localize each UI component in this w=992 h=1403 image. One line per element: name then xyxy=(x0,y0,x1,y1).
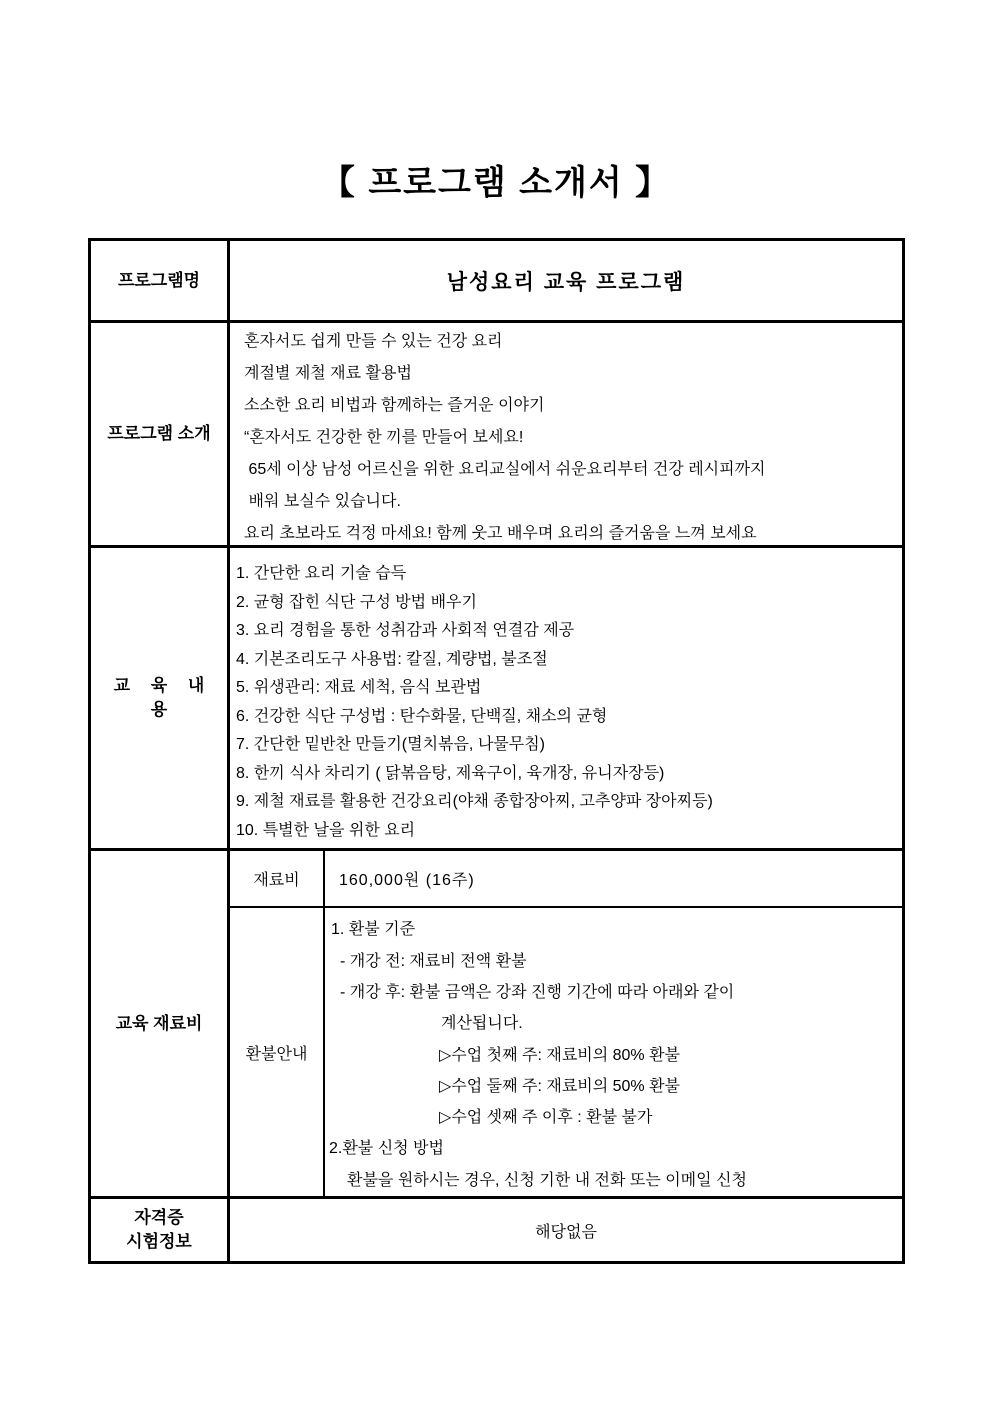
intro-line: 계절별 제철 재료 활용법 xyxy=(244,365,412,382)
row-program-intro xyxy=(91,323,902,548)
curriculum-item: 6. 건강한 식단 구성법 : 탄수화물, 단백질, 채소의 균형 xyxy=(236,707,608,725)
row-program-name xyxy=(91,241,902,323)
subrow-refund xyxy=(230,908,902,1196)
certificate-label-line1: 자격증 xyxy=(134,1208,184,1227)
refund-line: 1. 환불 기준 xyxy=(331,921,416,939)
refund-text xyxy=(325,908,902,1196)
refund-label: 환불안내 xyxy=(230,908,325,1196)
refund-line: 계산됩니다. xyxy=(441,1015,523,1033)
program-name-label: 프로그램명 xyxy=(91,241,230,320)
certificate-label xyxy=(91,1199,230,1261)
fee-label: 재료비 xyxy=(230,851,325,906)
page-title: 【 프로그램 소개서 】 xyxy=(320,164,672,202)
intro-line: 혼자서도 쉽게 만들 수 있는 건강 요리 xyxy=(244,333,503,350)
intro-line: 배워 보실수 있습니다. xyxy=(244,493,401,510)
program-intro-text xyxy=(230,323,902,545)
curriculum-item: 4. 기본조리도구 사용법: 칼질, 계량법, 불조절 xyxy=(236,650,548,668)
fee-value: 160,000원 (16주) xyxy=(339,872,475,890)
refund-line: 2.환불 신청 방법 xyxy=(329,1140,444,1158)
row-material-fee xyxy=(91,851,902,1199)
program-name-value: 남성요리 교육 프로그램 xyxy=(446,270,686,294)
curriculum-item: 8. 한끼 식사 차리기 ( 닭볶음탕, 제육구이, 육개장, 유니자장등) xyxy=(236,764,665,782)
curriculum-item: 2. 균형 잡힌 식단 구성 방법 배우기 xyxy=(236,593,477,611)
curriculum-item: 9. 제철 재료를 활용한 건강요리(야채 종합장아찌, 고추양파 장아찌등) xyxy=(236,793,713,810)
refund-line: - 개강 후: 환불 금액은 강좌 진행 기간에 따라 아래와 같이 xyxy=(340,983,735,1001)
program-intro-table xyxy=(88,238,905,1264)
material-fee-subtable xyxy=(230,851,902,1196)
curriculum-item: 5. 위생관리: 재료 세척, 음식 보관법 xyxy=(236,679,482,696)
intro-line: 소소한 요리 비법과 함께하는 즐거운 이야기 xyxy=(244,397,545,414)
material-fee-label: 교육 재료비 xyxy=(91,851,230,1196)
refund-line: 환불을 원하시는 경우, 신청 기한 내 전화 또는 이메일 신청 xyxy=(347,1171,747,1189)
refund-line: - 개강 전: 재료비 전액 환불 xyxy=(340,952,527,970)
curriculum-item: 7. 간단한 밑반찬 만들기(멸치볶음, 나물무침) xyxy=(236,736,545,753)
row-curriculum xyxy=(91,548,902,851)
certificate-label-line2: 시험정보 xyxy=(126,1232,192,1251)
intro-line: “혼자서도 건강한 한 끼를 만들어 보세요! xyxy=(244,429,524,446)
certificate-value: 해당없음 xyxy=(535,1223,597,1241)
curriculum-list xyxy=(230,548,902,848)
curriculum-item: 3. 요리 경험을 통한 성취감과 사회적 연결감 제공 xyxy=(236,622,575,639)
curriculum-label: 교 육 내 용 xyxy=(91,548,230,848)
subrow-fee xyxy=(230,851,902,908)
refund-line: ▷수업 셋째 주 이후 : 환불 불가 xyxy=(439,1109,653,1127)
intro-line: 65세 이상 남성 어르신을 위한 요리교실에서 쉬운요리부터 건강 레시피까지 xyxy=(244,461,766,478)
curriculum-item: 10. 특별한 날을 위한 요리 xyxy=(236,821,416,839)
program-intro-label: 프로그램 소개 xyxy=(91,323,230,545)
row-certificate-info xyxy=(91,1199,902,1261)
curriculum-item: 1. 간단한 요리 기술 습득 xyxy=(236,565,407,582)
intro-line: 요리 초보라도 걱정 마세요! 함께 웃고 배우며 요리의 즐거움을 느껴 보세요 xyxy=(244,525,757,542)
refund-line: ▷수업 첫째 주: 재료비의 80% 환불 xyxy=(439,1046,681,1064)
refund-line: ▷수업 둘째 주: 재료비의 50% 환불 xyxy=(439,1077,681,1095)
